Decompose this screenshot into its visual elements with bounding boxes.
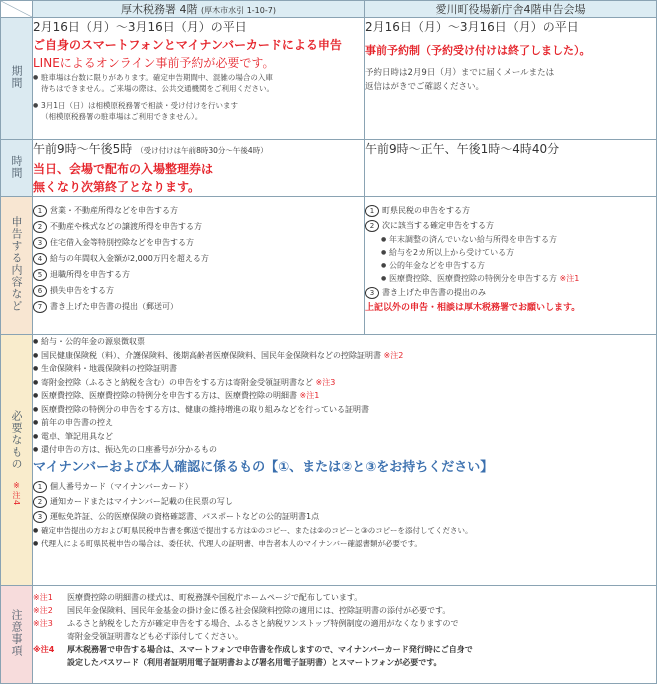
naiyou-aikawa-item: 2 次に該当する確定申告をする方 bbox=[365, 219, 656, 233]
naiyou-atsugi bbox=[33, 197, 365, 335]
circled-number: 4 bbox=[33, 253, 47, 265]
need-text: 寄附金控除（ふるさと納税を含む）の申告をする方は寄附金受領証明書など bbox=[41, 377, 313, 387]
kikan-aikawa-reservation: 事前予約制（予約受け付けは終了しました）。 bbox=[365, 44, 591, 57]
row-label-chui: 注意事項 bbox=[1, 586, 33, 684]
jikan-atsugi-ticket: 当日、会場で配布の入場整理券は 無くなり次第終了となります。 bbox=[33, 162, 214, 194]
id-item bbox=[33, 479, 656, 494]
corner-cell bbox=[1, 1, 33, 18]
need-item bbox=[33, 430, 656, 444]
id-text: 運転免許証、公的医療保険の資格確認書、パスポートなどの公的証明書1点 bbox=[50, 511, 320, 521]
need-text: 給与・公的年金の源泉徴収票 bbox=[41, 337, 145, 346]
need-item bbox=[33, 349, 656, 363]
item-text: 営業・不動産所得などを申告する方 bbox=[50, 206, 178, 215]
item-text: 給与の年間収入金額が2,000万円を超える方 bbox=[50, 254, 209, 263]
jikan-atsugi-time: 午前9時～午後5時 （受け付けは午前8時30分～午後4時） bbox=[33, 142, 268, 156]
naiyou-aikawa bbox=[365, 197, 657, 335]
kikan-aikawa-note: 予約日時は2月9日（月）までに届くメールまたは 返信はがきでご確認ください。 bbox=[365, 68, 555, 92]
id-text: 個人番号カード（マイナンバーカード） bbox=[50, 481, 193, 491]
need-text: 還付申告の方は、振込先の口座番号が分かるもの bbox=[41, 445, 217, 454]
note-ref: ※注2 bbox=[381, 350, 404, 360]
item-text: 退職所得を申告する方 bbox=[50, 270, 130, 279]
id-item bbox=[33, 494, 656, 509]
need-item bbox=[33, 376, 656, 390]
naiyou-atsugi-item bbox=[33, 267, 364, 283]
naiyou-atsugi-list bbox=[33, 203, 364, 315]
kikan-atsugi-smartphone: ご自身のスマートフォンとマイナンバーカードによる申告 bbox=[33, 38, 342, 52]
need-text: 生命保険料・地震保険料の控除証明書 bbox=[41, 364, 177, 373]
circled-number: 3 bbox=[33, 237, 47, 249]
circled-number: 3 bbox=[33, 511, 47, 523]
jikan-atsugi bbox=[33, 140, 365, 197]
row-label-kikan: 期間 bbox=[1, 18, 33, 140]
kikan-atsugi-parking: ● 駐車場は台数に限りがあります。確定申告期間中、混雑の場合の入庫 待ちはできません。ご来場の際は、公共交通機関をご利用ください。 bbox=[33, 72, 364, 94]
subitem-text: 給与を2カ所以上から受けている方 bbox=[389, 248, 515, 257]
hitsuyou-copy-note: ● 確定申告提出の方および町県民税申告書を郵送で提出する方は①のコピー、または②のコピーと③のコピーを添付してください。 bbox=[33, 524, 656, 538]
note-2: ※注2 国民年金保険料、国民年金基金の掛け金に係る社会保険料控除の適用には、控除証明書の添付が必要です。 bbox=[33, 606, 451, 615]
header-atsugi bbox=[33, 1, 365, 18]
circled-number: 2 bbox=[33, 221, 47, 233]
naiyou-atsugi-item bbox=[33, 299, 364, 315]
need-text: 医療費控除の特例分の申告をする方は、健康の維持増進の取り組みなどを行っている証明書 bbox=[41, 404, 369, 414]
note-4: ※注4 厚木税務署で申告する場合は、スマートフォンで申告書を作成しますので、マイナンバーカード発行時にご自身で 設定したパスワード（利用者証明用電子証明書および署名用電子証明書）とスマートフォンが必要です。 bbox=[33, 645, 473, 667]
circled-number: 1 bbox=[33, 205, 47, 217]
row-label-jikan: 時間 bbox=[1, 140, 33, 197]
atsugi-name: 厚木税務署 4階 bbox=[121, 3, 198, 16]
naiyou-atsugi-item bbox=[33, 235, 364, 251]
need-item bbox=[33, 403, 656, 417]
subitem-text: 年末調整の済んでいない給与所得を申告する方 bbox=[389, 235, 557, 244]
circled-number: 7 bbox=[33, 301, 47, 313]
row-label-hitsuyou: 必要なもの ※注4 bbox=[1, 335, 33, 586]
naiyou-aikawa-item: 1 町県民税の申告をする方 bbox=[365, 203, 656, 219]
need-text: 前年の申告書の控え bbox=[41, 418, 113, 427]
naiyou-aikawa-subitem bbox=[381, 272, 656, 285]
circled-number: 2 bbox=[33, 496, 47, 508]
need-item bbox=[33, 335, 656, 349]
naiyou-atsugi-item bbox=[33, 203, 364, 219]
jikan-aikawa-time: 午前9時～正午、午後1時～4時40分 bbox=[365, 142, 560, 156]
circled-number: 5 bbox=[33, 269, 47, 281]
row-label-naiyou: 申告する内容など bbox=[1, 197, 33, 335]
circled-number: 1 bbox=[33, 481, 47, 493]
hitsuyou-note-ref: ※注4 bbox=[12, 481, 21, 507]
id-list bbox=[33, 479, 656, 524]
id-item bbox=[33, 509, 656, 524]
subitem-text: 公的年金などを申告する方 bbox=[389, 261, 485, 270]
note-ref: ※注1 bbox=[557, 274, 580, 283]
need-text: 国民健康保険税（料）、介護保険料、後期高齢者医療保険料、国民年金保険料などの控除証明書 bbox=[41, 350, 381, 360]
item-text: 書き上げた申告書の提出（郵送可） bbox=[50, 302, 178, 311]
naiyou-atsugi-item bbox=[33, 283, 364, 299]
jikan-aikawa bbox=[365, 140, 657, 197]
kikan-atsugi-date: 2月16日（月）～3月16日（月）の平日 bbox=[33, 20, 247, 34]
atsugi-address: (厚木市水引 1-10-7) bbox=[201, 6, 276, 15]
naiyou-atsugi-item bbox=[33, 219, 364, 235]
naiyou-aikawa-subitem bbox=[381, 246, 656, 259]
kikan-atsugi-sagamihara: ● 3月1日（日）は相模原税務署で相談・受け付けを行います （相模原税務署の駐車場はご利用できません）。 bbox=[33, 100, 364, 122]
note-ref: ※注1 bbox=[297, 391, 320, 400]
subitem-text: 医療費控除、医療費控除の特例分を申告する方 bbox=[389, 274, 557, 283]
kikan-atsugi bbox=[33, 18, 365, 140]
mynumber-heading: マイナンバーおよび本人確認に係るもの【①、または②と③をお持ちください】 bbox=[33, 459, 494, 475]
circled-number: 6 bbox=[33, 285, 47, 297]
need-item bbox=[33, 362, 656, 376]
naiyou-aikawa-subitem bbox=[381, 233, 656, 246]
naiyou-aikawa-subitem bbox=[381, 259, 656, 272]
id-text: 通知カードまたはマイナンバー記載の住民票の写し bbox=[50, 496, 233, 506]
need-item bbox=[33, 389, 656, 403]
hitsuyou-proxy-note: ● 代理人による町県民税申告の場合は、委任状、代理人の証明書、申告者本人のマイナンバー確認書類が必要です。 bbox=[33, 537, 656, 551]
need-item bbox=[33, 443, 656, 457]
item-text: 損失申告をする方 bbox=[50, 286, 114, 295]
naiyou-atsugi-item bbox=[33, 251, 364, 267]
hitsuyou-bottom bbox=[33, 524, 656, 551]
item-text: 住宅借入金等特別控除などを申告する方 bbox=[50, 238, 194, 247]
kikan-atsugi-line: LINEによるオンライン事前予約が必要です。 bbox=[33, 56, 275, 70]
need-item bbox=[33, 416, 656, 430]
note-3: ※注3 ふるさと納税をした方が確定申告をする場合、ふるさと納税ワンストップ特例制度の適用がなくなりますので 寄附金受領証明書なども必ず添付してください。 bbox=[33, 619, 459, 641]
naiyou-aikawa-other: 上記以外の申告・相談は厚木税務署でお願いします。 bbox=[365, 303, 581, 313]
need-text: 電卓、筆記用具など bbox=[41, 431, 113, 441]
naiyou-aikawa-sublist bbox=[365, 233, 656, 285]
hitsuyou-list bbox=[33, 335, 656, 457]
note-ref: ※注3 bbox=[313, 377, 336, 387]
note-1: ※注1 医療費控除の明細書の様式は、町税務課や国税庁ホームページで配布しています。 bbox=[33, 593, 363, 602]
hitsuyou-content bbox=[33, 335, 657, 586]
need-text: 医療費控除、医療費控除の特例分を申告する方は、医療費控除の明細書 bbox=[41, 391, 297, 400]
chui-content bbox=[33, 586, 657, 684]
item-text: 不動産や株式などの譲渡所得を申告する方 bbox=[50, 222, 202, 231]
naiyou-aikawa-item: 3 書き上げた申告書の提出のみ bbox=[365, 285, 656, 301]
header-aikawa: 愛川町役場新庁舎4階申告会場 bbox=[365, 1, 657, 18]
kikan-aikawa bbox=[365, 18, 657, 140]
kikan-aikawa-date: 2月16日（月）～3月16日（月）の平日 bbox=[365, 20, 579, 34]
